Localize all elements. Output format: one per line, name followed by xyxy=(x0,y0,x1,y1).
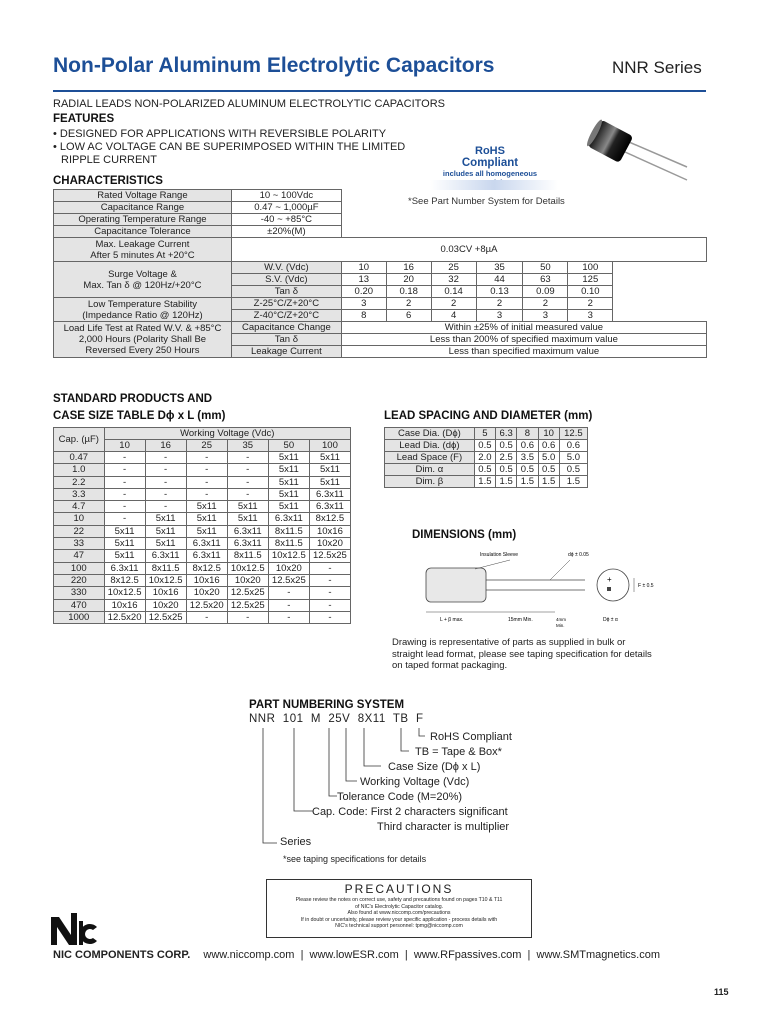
cell: 0.14 xyxy=(431,286,476,298)
param-label: Low Temperature Stability xyxy=(87,298,198,310)
pns-label-multiplier: Third character is multiplier xyxy=(377,821,510,833)
param-label: Reversed Every 250 Hours xyxy=(85,345,200,356)
cap-value: 330 xyxy=(54,587,105,599)
lead-value: 0.5 xyxy=(474,440,495,452)
case-size-cell: - xyxy=(186,476,227,488)
note-line: on taped format packaging. xyxy=(392,660,508,671)
cell: Within ±25% of initial measured value xyxy=(341,322,706,334)
sub-label: Z-40°C/Z+20°C xyxy=(231,310,341,322)
pns-label-cap-code: Cap. Code: First 2 characters significant xyxy=(312,806,508,818)
pns-label-tolerance: Tolerance Code (M=20%) xyxy=(337,791,463,803)
case-size-cell: - xyxy=(186,464,227,476)
sub-label: Tan δ xyxy=(231,334,341,346)
features-list xyxy=(53,128,405,167)
lead-value: 0.5 xyxy=(559,464,587,476)
param-label: Rated Voltage Range xyxy=(54,190,232,202)
table-row xyxy=(54,550,351,562)
case-size-cell: 12.5x20 xyxy=(104,611,145,623)
sub-label: S.V. (Vdc) xyxy=(231,274,341,286)
cap-value: 1.0 xyxy=(54,464,105,476)
lead-value: 0.5 xyxy=(517,464,538,476)
case-size-cell: 5x11 xyxy=(186,501,227,513)
case-size-cell: 10x20 xyxy=(186,587,227,599)
case-size-cell: 6.3x11 xyxy=(145,550,186,562)
table-row xyxy=(385,476,588,488)
case-size-cell: 10x12.5 xyxy=(227,562,268,574)
case-size-cell: 5x11 xyxy=(268,488,309,500)
cap-value: 0.47 xyxy=(54,452,105,464)
cap-value: 47 xyxy=(54,550,105,562)
param-value: ±20%(M) xyxy=(231,226,341,238)
precaution-line: Please review the notes on correct use, safety and precautions found on pages T10 & T11 xyxy=(295,897,503,903)
cell: 0.10 xyxy=(568,286,613,298)
case-size-cell: 6.3x11 xyxy=(186,550,227,562)
case-size-cell: 5x11 xyxy=(309,476,350,488)
case-size-cell: 5x11 xyxy=(268,452,309,464)
lead-value: 0.6 xyxy=(517,440,538,452)
case-size-cell: 5x11 xyxy=(186,525,227,537)
cell: 3 xyxy=(523,310,568,322)
precautions-body xyxy=(267,897,531,930)
cap-value: 10 xyxy=(54,513,105,525)
lead-value: 5.0 xyxy=(559,452,587,464)
table-row xyxy=(54,202,707,214)
case-size-cell: - xyxy=(268,611,309,623)
precaution-line: of NIC's Electrolytic Capacitor catalog. xyxy=(354,903,444,910)
case-size-cell: - xyxy=(186,452,227,464)
dimensions-heading: DIMENSIONS (mm) xyxy=(412,529,517,541)
cap-value: 470 xyxy=(54,599,105,611)
cell: 16 xyxy=(386,262,431,274)
table-row xyxy=(54,562,351,574)
subtitle: RADIAL LEADS NON-POLARIZED ALUMINUM ELECTROLYTIC CAPACITORS xyxy=(53,98,446,110)
cap-value: 3.3 xyxy=(54,488,105,500)
case-size-cell: 12.5x25 xyxy=(145,611,186,623)
lead-value: 1.5 xyxy=(538,476,559,488)
min4-label: 4mm xyxy=(556,617,566,622)
pns-label-rohs: RoHS Compliant xyxy=(430,731,512,743)
case-size-cell: 12.5x20 xyxy=(186,599,227,611)
lead-param-label: Dim. β xyxy=(385,476,475,488)
case-size-cell: 6.3x11 xyxy=(186,538,227,550)
table-row xyxy=(54,298,707,310)
precaution-line: If in doubt or uncertainty, please review your specific application - process details with xyxy=(300,916,498,923)
svg-text:+: + xyxy=(607,575,612,584)
pns-label-series: Series xyxy=(280,836,312,848)
lead-value: 5.0 xyxy=(538,452,559,464)
param-label: After 5 minutes At +20°C xyxy=(90,249,195,261)
cell: 20 xyxy=(386,274,431,286)
rohs-label: RoHS xyxy=(475,145,505,157)
case-size-cell: 12.5x25 xyxy=(227,587,268,599)
case-size-cell: 8x11.5 xyxy=(268,538,309,550)
param-label: Capacitance Range xyxy=(54,202,232,214)
footer xyxy=(53,949,660,961)
cell: 35 xyxy=(476,262,523,274)
company-name: NIC COMPONENTS CORP. xyxy=(53,949,191,961)
cell: 100 xyxy=(568,262,613,274)
case-size-cell: 10x16 xyxy=(186,574,227,586)
case-size-cell: 6.3x11 xyxy=(227,538,268,550)
table-row xyxy=(54,190,707,202)
cap-value: 4.7 xyxy=(54,501,105,513)
cell: 6 xyxy=(386,310,431,322)
lead-heading: LEAD SPACING AND DIAMETER (mm) xyxy=(384,410,593,422)
feature-item: • DESIGNED FOR APPLICATIONS WITH REVERSIBLE POLARITY xyxy=(53,128,387,140)
cell: 0.18 xyxy=(386,286,431,298)
table-row xyxy=(385,440,588,452)
cell: 0.09 xyxy=(523,286,568,298)
table-header-row xyxy=(54,428,351,440)
case-size-cell: 5x11 xyxy=(227,513,268,525)
voltage-column-header: 25 xyxy=(186,440,227,452)
case-size-cell: 5x11 xyxy=(309,452,350,464)
case-size-cell: 8x11.5 xyxy=(227,550,268,562)
length-label: L + β max. xyxy=(440,617,464,623)
case-size-cell: - xyxy=(309,587,350,599)
cell: 0.20 xyxy=(341,286,386,298)
param-label: Operating Temperature Range xyxy=(54,214,232,226)
case-size-cell: - xyxy=(145,501,186,513)
param-label: (Impedance Ratio @ 120Hz) xyxy=(82,309,203,321)
table-row xyxy=(54,452,351,464)
case-size-cell: 12.5x25 xyxy=(268,574,309,586)
param-value: -40 ~ +85°C xyxy=(231,214,341,226)
capacitor-photo xyxy=(585,112,690,182)
case-size-cell: - xyxy=(104,488,145,500)
lead-param-label: Lead Dia. (dϕ) xyxy=(385,440,475,452)
case-size-cell: 10x16 xyxy=(145,587,186,599)
case-size-cell: 5x11 xyxy=(104,550,145,562)
case-size-cell: 10x12.5 xyxy=(104,587,145,599)
case-size-cell: - xyxy=(186,611,227,623)
precaution-line: NIC's technical support personnel: tpmg@niccomp.com xyxy=(335,923,463,930)
table-row xyxy=(54,525,351,537)
case-size-cell: - xyxy=(186,488,227,500)
lead-spacing-table xyxy=(384,427,588,488)
features-heading: FEATURES xyxy=(53,113,115,125)
case-size-cell: 5x11 xyxy=(104,525,145,537)
table-row xyxy=(385,464,588,476)
lead-value: 0.5 xyxy=(474,464,495,476)
case-size-cell: 8x11.5 xyxy=(268,525,309,537)
sub-label: W.V. (Vdc) xyxy=(231,262,341,274)
lead-value: 0.6 xyxy=(538,440,559,452)
voltage-column-header: 16 xyxy=(145,440,186,452)
case-size-cell: - xyxy=(227,476,268,488)
characteristics-table xyxy=(53,189,707,358)
case-size-cell: - xyxy=(104,476,145,488)
case-size-cell: 5x11 xyxy=(268,476,309,488)
case-dia-label: Dϕ ± α xyxy=(603,617,618,623)
lead-param-label: Dim. α xyxy=(385,464,475,476)
case-size-cell: 10x16 xyxy=(104,599,145,611)
cell: 4 xyxy=(431,310,476,322)
table-row xyxy=(54,214,707,226)
case-size-cell: 8x12.5 xyxy=(309,513,350,525)
case-size-cell: 8x12.5 xyxy=(104,574,145,586)
case-size-cell: 10x20 xyxy=(227,574,268,586)
cell: 63 xyxy=(523,274,568,286)
precautions-title: PRECAUTIONS xyxy=(344,882,454,896)
case-size-heading: CASE SIZE TABLE Dϕ x L (mm) xyxy=(53,410,226,422)
cell: 25 xyxy=(431,262,476,274)
param-label: Max. Leakage Current xyxy=(95,238,190,250)
min4-label-2: Min. xyxy=(556,623,565,628)
table-row xyxy=(54,611,351,623)
lead-value: 1.5 xyxy=(496,476,517,488)
sub-label: Tan δ xyxy=(231,286,341,298)
pns-label-packaging: TB = Tape & Box* xyxy=(415,746,502,758)
table-row xyxy=(54,226,707,238)
cell: 0.13 xyxy=(476,286,523,298)
cell: 13 xyxy=(341,274,386,286)
lead-value: 0.5 xyxy=(496,440,517,452)
case-size-cell: 6.3x11 xyxy=(227,525,268,537)
lead-value: 1.5 xyxy=(559,476,587,488)
cap-value: 100 xyxy=(54,562,105,574)
cell: 2 xyxy=(431,298,476,310)
characteristics-heading: CHARACTERISTICS xyxy=(53,175,163,187)
lead-value: 1.5 xyxy=(474,476,495,488)
case-size-cell: 5x11 xyxy=(186,513,227,525)
case-size-cell: 10x20 xyxy=(309,538,350,550)
cell: 3 xyxy=(476,310,523,322)
case-size-cell: 5x11 xyxy=(227,501,268,513)
dimensions-drawing xyxy=(420,546,665,631)
table-row xyxy=(54,501,351,513)
cell: 3 xyxy=(341,298,386,310)
case-size-cell: - xyxy=(309,574,350,586)
series-name: NNR Series xyxy=(612,58,702,77)
precautions-box xyxy=(266,879,532,938)
pns-label-case-size: Case Size (Dϕ x L) xyxy=(388,761,481,773)
case-size-cell: 12.5x25 xyxy=(227,599,268,611)
case-size-cell: 6.3x11 xyxy=(268,513,309,525)
lead-value: 0.5 xyxy=(496,464,517,476)
feature-item: • LOW AC VOLTAGE CAN BE SUPERIMPOSED WITHIN THE LIMITED xyxy=(53,141,406,153)
param-label: Max. Tan δ @ 120Hz/+20°C xyxy=(83,279,202,291)
case-size-cell: - xyxy=(227,488,268,500)
cell: 8 xyxy=(341,310,386,322)
pns-heading: PART NUMBERING SYSTEM xyxy=(249,699,405,711)
note-line: Drawing is representative of parts as supplied in bulk or xyxy=(392,637,626,648)
sub-label: Capacitance Change xyxy=(231,322,341,334)
cell: 2 xyxy=(523,298,568,310)
case-size-cell: 10x16 xyxy=(309,525,350,537)
cap-header: Cap. (µF) xyxy=(54,428,105,452)
case-size-cell: - xyxy=(104,464,145,476)
table-row xyxy=(54,322,707,334)
table-row xyxy=(54,538,351,550)
cell: 10 xyxy=(341,262,386,274)
case-size-cell: 10x20 xyxy=(268,562,309,574)
lead-value: 3.5 xyxy=(517,452,538,464)
cell: 2 xyxy=(386,298,431,310)
table-row xyxy=(54,599,351,611)
page-title: Non-Polar Aluminum Electrolytic Capacitors xyxy=(53,54,495,77)
table-row xyxy=(54,488,351,500)
case-size-cell: 5x11 xyxy=(145,513,186,525)
cap-value: 220 xyxy=(54,574,105,586)
param-value: 0.47 ~ 1,000µF xyxy=(231,202,341,214)
cell: 2 xyxy=(568,298,613,310)
part-number-note: *See Part Number System for Details xyxy=(408,196,565,207)
cell: Less than 200% of specified maximum value xyxy=(341,334,706,346)
cell: 3 xyxy=(568,310,613,322)
param-label: Capacitance Tolerance xyxy=(54,226,232,238)
case-size-cell: - xyxy=(145,476,186,488)
table-row xyxy=(54,464,351,476)
voltage-column-header: 50 xyxy=(268,440,309,452)
case-size-cell: - xyxy=(227,611,268,623)
case-size-cell: - xyxy=(104,452,145,464)
case-size-cell: - xyxy=(309,562,350,574)
case-size-cell: 8x12.5 xyxy=(186,562,227,574)
drawing-note xyxy=(392,637,712,672)
lead-value: 5 xyxy=(474,428,495,440)
table-row xyxy=(54,238,707,262)
lead-dia-label: dϕ ± 0.05 xyxy=(568,552,589,558)
voltage-column-header: 10 xyxy=(104,440,145,452)
case-size-cell: 5x11 xyxy=(309,464,350,476)
precaution-line: Also found at www.niccomp.com/precautions xyxy=(347,910,451,917)
case-size-cell: 6.3x11 xyxy=(104,562,145,574)
title-rule xyxy=(53,90,706,92)
case-size-cell: - xyxy=(104,513,145,525)
voltage-column-header: 100 xyxy=(309,440,350,452)
feature-item: RIPPLE CURRENT xyxy=(61,154,157,166)
cell: 125 xyxy=(568,274,613,286)
table-row xyxy=(54,476,351,488)
insulation-label: Insulation Sleeve xyxy=(480,552,519,558)
sub-label: Z-25°C/Z+20°C xyxy=(231,298,341,310)
case-size-cell: 10x12.5 xyxy=(268,550,309,562)
case-size-cell: 6.3x11 xyxy=(309,488,350,500)
case-size-cell: 6.3x11 xyxy=(309,501,350,513)
table-row xyxy=(54,574,351,586)
lead-param-label: Case Dia. (Dϕ) xyxy=(385,428,475,440)
case-size-cell: 5x11 xyxy=(145,538,186,550)
page-number: 115 xyxy=(714,987,729,997)
case-size-cell: 8x11.5 xyxy=(145,562,186,574)
pns-label-voltage: Working Voltage (Vdc) xyxy=(360,776,470,788)
cell: 2 xyxy=(476,298,523,310)
case-size-cell: 5x11 xyxy=(104,538,145,550)
case-size-cell: - xyxy=(309,611,350,623)
cell: 32 xyxy=(431,274,476,286)
cell: Less than specified maximum value xyxy=(341,346,706,358)
case-size-cell: - xyxy=(227,464,268,476)
case-size-cell: 10x12.5 xyxy=(145,574,186,586)
param-label: 2,000 Hours (Polarity Shall Be xyxy=(78,334,207,345)
pns-footnote: *see taping specifications for details xyxy=(283,854,427,864)
table-row xyxy=(54,513,351,525)
cap-value: 1000 xyxy=(54,611,105,623)
lead-value: 8 xyxy=(517,428,538,440)
footer-links: www.niccomp.com | www.lowESR.com | www.RFpassives.com | www.SMTmagnetics.com xyxy=(203,949,660,961)
lead-value: 0.6 xyxy=(559,440,587,452)
case-size-cell: - xyxy=(145,464,186,476)
rohs-note: includes all homogeneous xyxy=(442,169,538,178)
case-size-cell: 5x11 xyxy=(268,501,309,513)
cap-value: 33 xyxy=(54,538,105,550)
part-number-example: NNR 101 M 25V 8X11 TB F xyxy=(249,713,424,725)
table-row xyxy=(54,262,707,274)
standard-products-table xyxy=(53,427,351,624)
param-label: Load Life Test at Rated W.V. & +85°C xyxy=(63,323,222,334)
note-line: straight lead format, please see taping specification for details xyxy=(392,648,652,660)
case-size-cell: - xyxy=(309,599,350,611)
table-row xyxy=(385,428,588,440)
table-row xyxy=(385,452,588,464)
param-value: 10 ~ 100Vdc xyxy=(231,190,341,202)
case-size-cell: 12.5x25 xyxy=(309,550,350,562)
case-size-cell: - xyxy=(268,599,309,611)
case-size-cell: - xyxy=(145,488,186,500)
voltage-column-header: 35 xyxy=(227,440,268,452)
param-label: Surge Voltage & xyxy=(108,268,177,280)
case-size-cell: 5x11 xyxy=(268,464,309,476)
voltage-header: Working Voltage (Vdc) xyxy=(104,428,350,440)
lead-value: 2.5 xyxy=(496,452,517,464)
standard-heading: STANDARD PRODUCTS AND xyxy=(53,393,213,405)
cap-value: 22 xyxy=(54,525,105,537)
table-row xyxy=(54,587,351,599)
cell: 44 xyxy=(476,274,523,286)
lead-value: 6.3 xyxy=(496,428,517,440)
case-size-cell: - xyxy=(104,501,145,513)
sub-label: Leakage Current xyxy=(231,346,341,358)
lead-param-label: Lead Space (F) xyxy=(385,452,475,464)
case-size-cell: - xyxy=(268,587,309,599)
lead-value: 12.5 xyxy=(559,428,587,440)
lead-value: 10 xyxy=(538,428,559,440)
param-value: 0.03CV +8µA xyxy=(231,238,706,262)
case-size-cell: 10x20 xyxy=(145,599,186,611)
case-size-cell: - xyxy=(145,452,186,464)
rohs-compliant-label: Compliant xyxy=(461,157,519,169)
nic-logo xyxy=(51,911,97,947)
lead-length-label: 15mm Min. xyxy=(508,617,533,623)
lead-value: 1.5 xyxy=(517,476,538,488)
case-size-cell: - xyxy=(227,452,268,464)
cell: 50 xyxy=(523,262,568,274)
case-size-cell: 5x11 xyxy=(145,525,186,537)
spacing-label: F ± 0.5 xyxy=(638,583,654,589)
lead-value: 2.0 xyxy=(474,452,495,464)
cap-value: 2.2 xyxy=(54,476,105,488)
lead-value: 0.5 xyxy=(538,464,559,476)
